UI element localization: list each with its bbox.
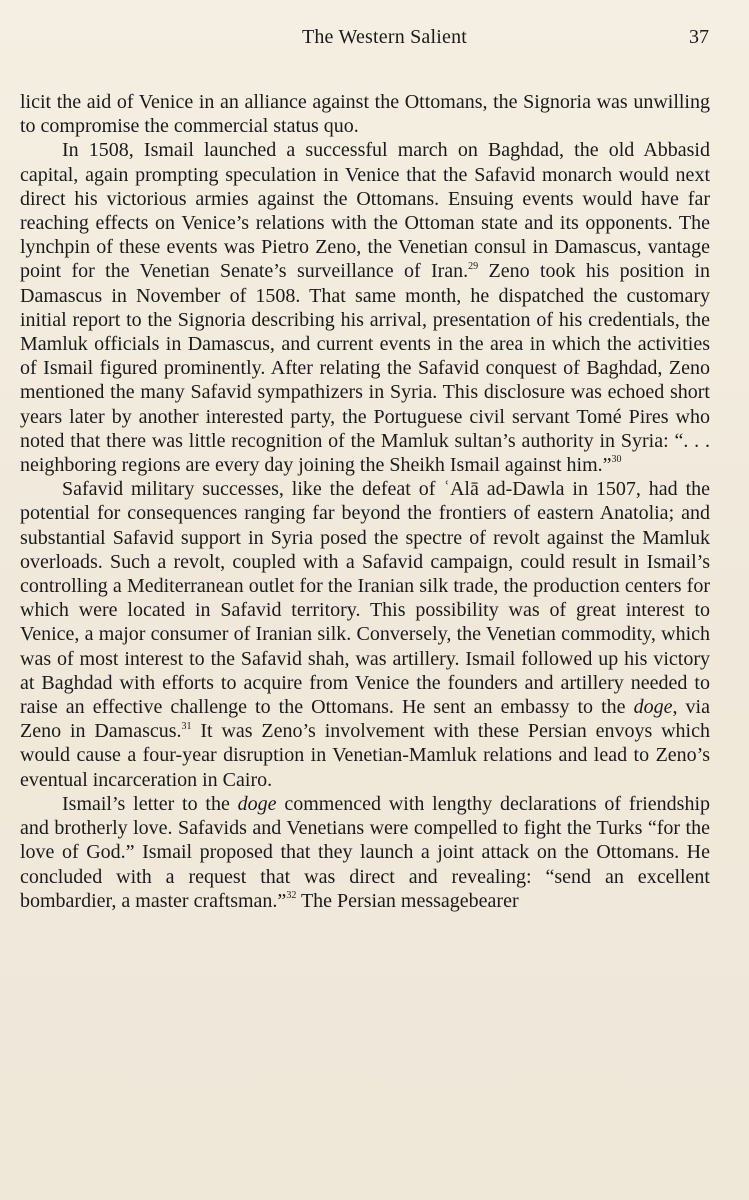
text-run: It was Zeno’s involvement with these Persian envoys which would cause a four-year disruption in Venetian-Mamluk relations and lead to Zeno’s eventual incarceration in Cairo.: [20, 720, 710, 791]
text-run: In 1508, Ismail launched a successful march on Baghdad, the old Abbasid capital, again prompting speculation in Venice that the Safavid monarch would next direct his victorious armies against the Ottomans. Ensuing events would have far reaching effects on Venice’s relations with the Ottoman state and its opponents. The lynchpin of these events was Pietro Zeno, the Venetian consul in Damascus, vantage point for the Venetian Senate’s surveillance of Iran.: [20, 139, 710, 283]
running-head: [60, 24, 709, 50]
italic-term: doge: [237, 792, 277, 815]
paragraph-4: [20, 792, 710, 913]
text-run: The Persian messagebearer: [296, 889, 519, 912]
text-run: , via Zeno in Damascus.: [20, 696, 710, 743]
paragraph-3: [20, 477, 710, 792]
running-title: The Western Salient: [301, 26, 468, 48]
text-run: Zeno took his position in Damascus in November of 1508. That same month, he dispatched the customary initial report to the Signoria describing his arrival, presentation of his credentials, the Mamluk officials in Damascus, and current events in the area in which the activities of Ismail figured prominently. After relating the Safavid conquest of Baghdad, Zeno mentioned the many Safavid sympathizers in Syria. This disclosure was echoed short years later by another interested party, the Portuguese civil servant Tomé Pires who noted that there was little recognition of the Mamluk sultan’s authority in Syria: “. . . neighboring regions are every day joining the Sheikh Ismail against him.”: [20, 260, 711, 477]
footnote-marker: 32: [286, 890, 297, 902]
body-text: [20, 90, 710, 913]
text-run: Ismail’s letter to the: [62, 792, 238, 815]
paragraph-2: [20, 138, 710, 477]
page-number: 37: [689, 26, 709, 48]
footnote-marker: 29: [468, 260, 479, 272]
text-run: Safavid military successes, like the defeat of ʿAlā ad-Dawla in 1507, had the potential for consequences ranging far beyond the frontiers of eastern Anatolia; and substantial Safavid support in Syria posed the spectre of revolt against the Mamluk overloads. Such a revolt, coupled with a Safavid campaign, could result in Ismail’s controlling a Mediterranean outlet for the Iranian silk trade, the production centers for which were located in Safavid territory. This possibility was of great interest to Venice, a major consumer of Iranian silk. Conversely, the Venetian commodity, which was of most interest to the Safavid shah, was artillery. Ismail followed up his victory at Baghdad with efforts to acquire from Venice the founders and artillery needed to raise an effective challenge to the Ottomans. He sent an embassy to the: [20, 478, 710, 719]
text-run: licit the aid of Venice in an alliance against the Ottomans, the Signoria was unwilling to compromise the commercial status quo.: [20, 91, 710, 138]
footnote-marker: 30: [611, 454, 622, 466]
footnote-marker: 31: [181, 720, 192, 732]
text-run: commenced with lengthy declarations of friendship and brotherly love. Safavids and Venetians were compelled to fight the Turks “for the love of God.” Ismail proposed that they launch a joint attack on the Ottomans. He concluded with a request that was direct and revealing: “send an excellent bombardier, a master craftsman.”: [20, 792, 710, 912]
italic-term: doge: [633, 696, 673, 719]
paragraph-1: [20, 90, 710, 138]
